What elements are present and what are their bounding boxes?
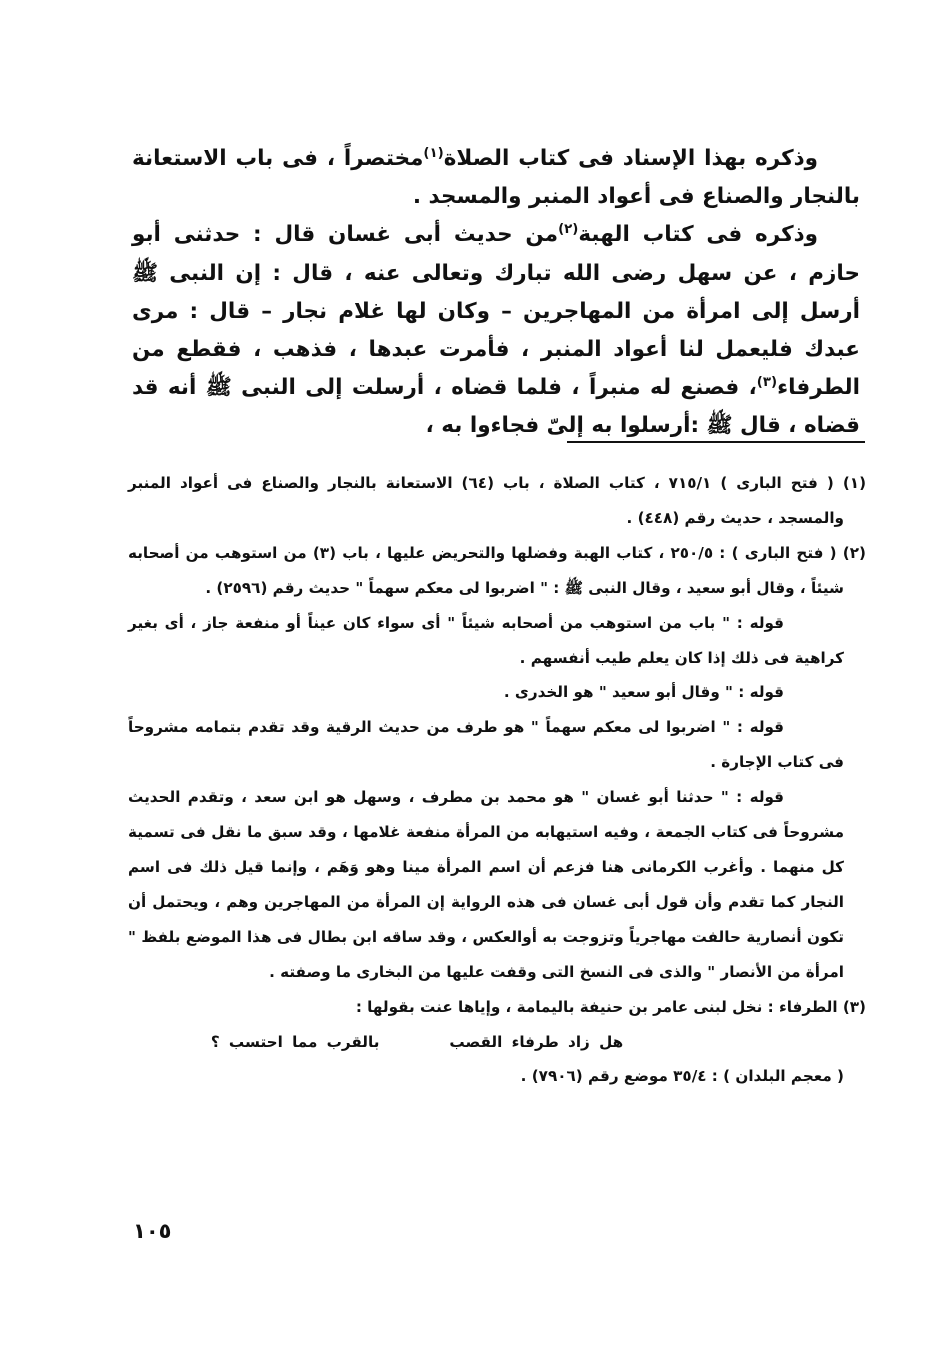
- footnote-1: (١) ( فتح البارى ) ٧١٥/١ ، كتاب الصلاة ، باب (٦٤) الاستعانة بالنجار والصناع فى أعواد المنبر والمسجد ، حديث رقم (٤٤٨) .: [128, 474, 867, 527]
- footnote-commentary: قوله : " اضربوا لى معكم سهماً " هو طرف من حديث الرقية وقد تقدم بتمامه مشروحاً فى كتاب الإجارة .: [128, 718, 844, 772]
- text-run: وذكره فى كتاب الهبة: [578, 222, 819, 248]
- footnote-ref: (٣): [756, 375, 778, 391]
- footnote-2: (٢) ( فتح البارى ) : ٢٥٠/٥ ، كتاب الهبة وفضلها والتحريض عليها ، باب (٣) من استوهب من أصحابه شيئاً ، وقال أبو سعيد ، وقال النبى ﷺ : " اضربوا لى معكم سهماً " حديث رقم (٢٥٩٦) .: [128, 543, 866, 597]
- footnote-separator: [567, 441, 865, 443]
- text-run: مختصراً ، فى باب الاستعانة بالنجار والصناع فى أعواد المنبر والمسجد .: [132, 146, 860, 210]
- main-text: [132, 140, 860, 446]
- text-run: ، فصنع له منبراً ، فلما قضاه ، أرسلت إلى النبى ﷺ أنه قد قضاه ، قال ﷺ :أرسلوا به إلىّ فجاءوا به ،: [132, 375, 860, 439]
- main-paragraph: [132, 140, 860, 216]
- footnotes: [128, 466, 866, 1094]
- footnote-source: ( معجم البلدان ) : ٣٥/٤ موضع رقم (٧٩٠٦) .: [520, 1067, 844, 1086]
- footnote-3: (٣) الطرفاء : نخل لبنى عامر بن حنيفة باليمامة ، وإياها عنت بقولها :: [355, 997, 866, 1016]
- page-number: ١٠٥: [133, 1219, 172, 1243]
- text-run: وذكره بهذا الإسناد فى كتاب الصلاة: [443, 146, 818, 171]
- footnote-ref: (٢): [558, 222, 579, 238]
- verse-hemistich: بالقرب مما احتسب ؟: [210, 1032, 380, 1051]
- verse-hemistich: هل زاد طرفاء القصب: [449, 1032, 624, 1051]
- poetry-verse: [128, 1025, 866, 1060]
- main-paragraph: [132, 216, 860, 445]
- footnote-commentary: قوله : " باب من استوهب من أصحابه شيئاً " أى سواء كان عيناً أو منفعة جاز ، أى بغير كراهية فى ذلك إذا كان يعلم طيب أنفسهم .: [128, 613, 844, 667]
- footnote-ref: (١): [423, 145, 444, 161]
- footnote-commentary: قوله : " حدثنا أبو غسان " هو محمد بن مطرف ، وسهل هو ابن سعد ، وتقدم الحديث مشروحاً فى كتاب الجمعة ، وفيه استيهابه من المرأة منفعة غلامها ، وقد سبق ما نقل فى تسمية كل منهما . وأغرب الكرمانى هنا فزعم أن اسم المرأة مينا وهو وَهَم ، وإنما قيل ذلك فى اسم النجار كما تقدم وأن قول أبى غسان فى هذه الرواية إن المرأة من المهاجرين وهم ، ويحتمل أن تكون أنصارية حالفت مهاجرياً وتزوجت به أوالعكس ، وقد ساقه ابن بطال فى هذا الموضع بلفظ " امرأة من الأنصار " والذى فى النسخ التى وقفت عليها من البخارى ما وصفته .: [128, 788, 844, 981]
- footnote-commentary: قوله : " وقال أبو سعيد " هو الخدرى .: [503, 683, 784, 702]
- text-run: من حديث أبى غسان قال : حدثنى أبو حازم ، عن سهل رضى الله تبارك وتعالى عنه ، قال : إن النبى ﷺ أرسل إلى امرأة من المهاجرين – وكان لها غلام نجار – قال : مرى عبدك فليعمل لنا أعواد المنبر ، فأمرت عبدها ، فذهب ، فقطع من الطرفاء: [132, 222, 860, 401]
